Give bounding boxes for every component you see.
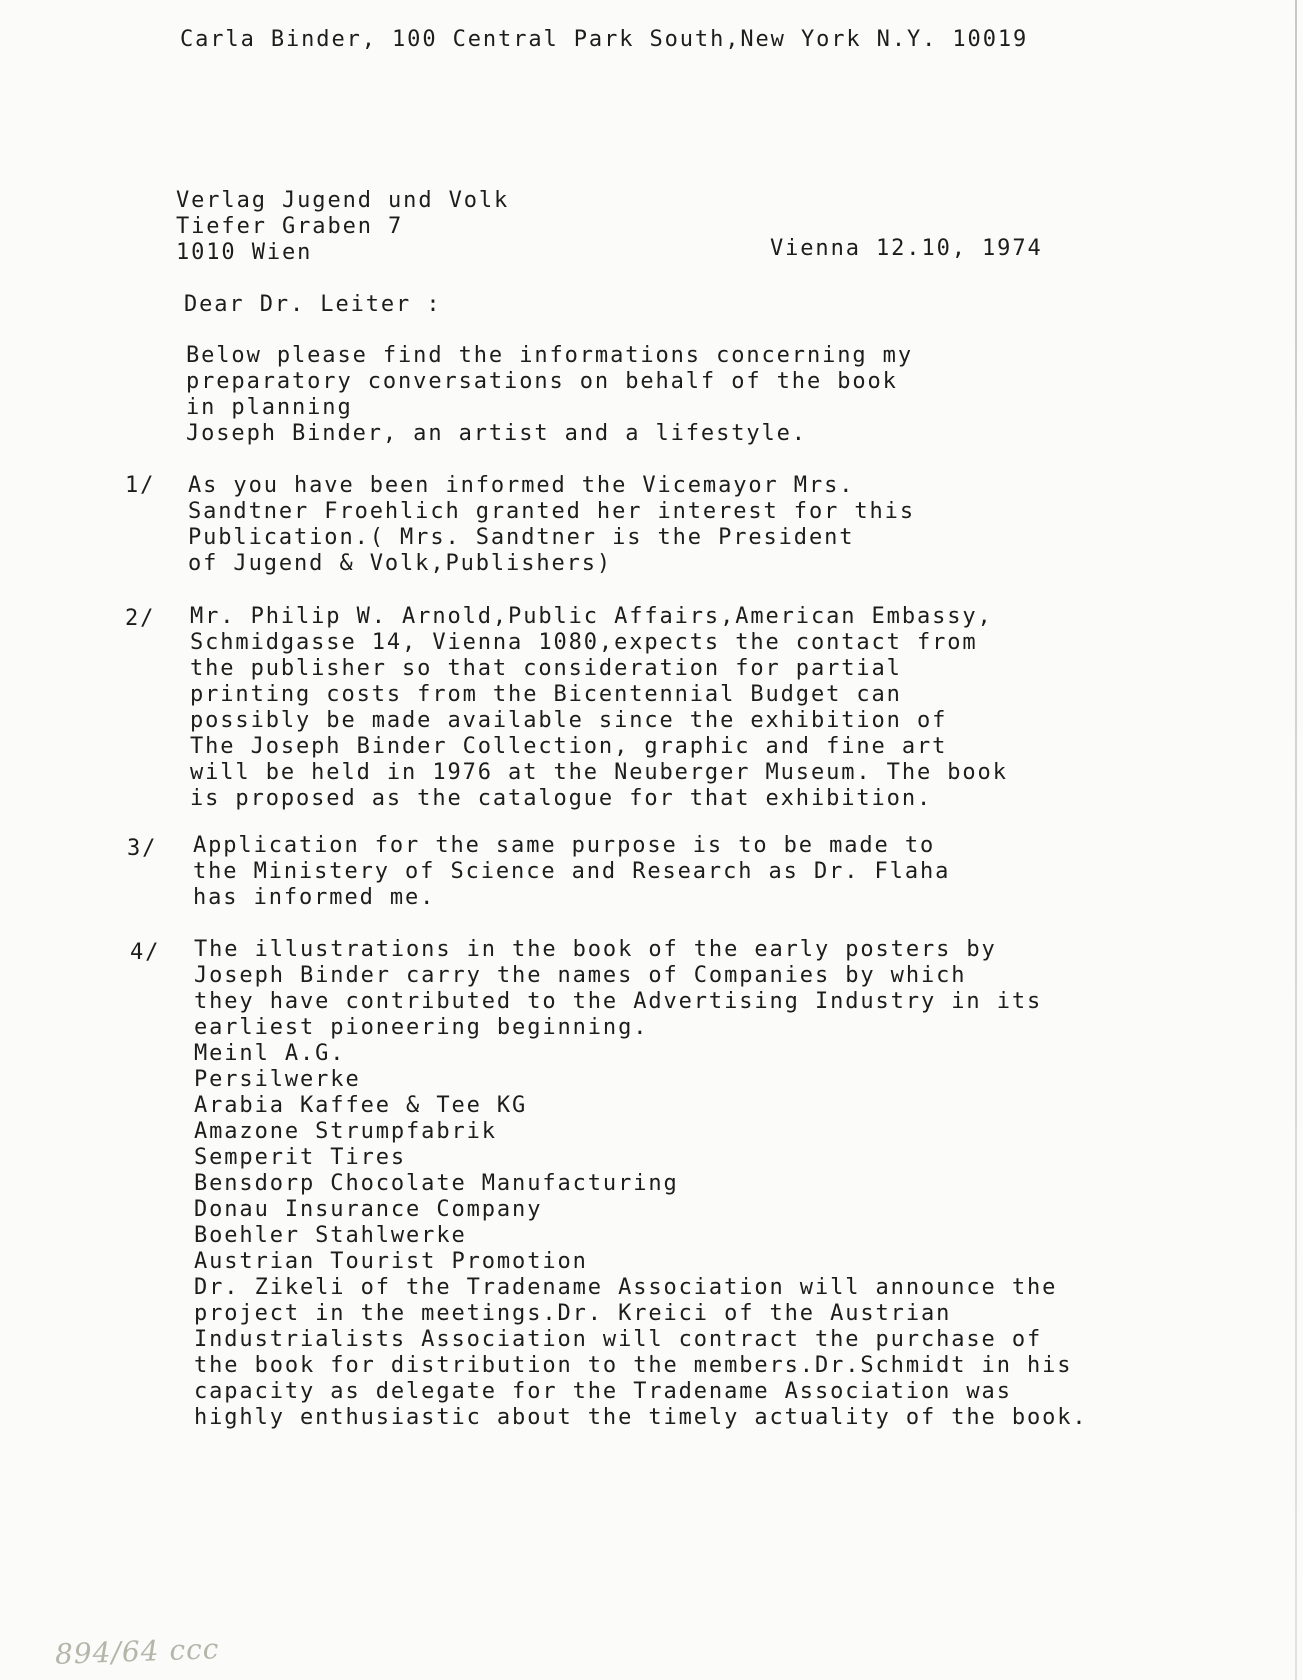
company-name: Boehler Stahlwerke <box>194 1223 467 1248</box>
point-line: is proposed as the catalogue for that exhibition. <box>190 786 933 811</box>
point-number: 2/ <box>125 606 156 631</box>
point-number: 1/ <box>125 473 156 498</box>
recipient-line: Tiefer Graben 7 <box>176 214 404 239</box>
company-name: Arabia Kaffee & Tee KG <box>194 1093 528 1118</box>
letterhead: Carla Binder, 100 Central Park South,New York N.Y. 10019 <box>180 27 1029 52</box>
point-line: the book for distribution to the members.Dr.Schmidt in his <box>194 1353 1073 1378</box>
point-line: Mr. Philip W. Arnold,Public Affairs,American Embassy, <box>190 604 993 629</box>
point-number: 4/ <box>130 940 161 965</box>
point-line: the publisher so that consideration for partial <box>190 656 902 681</box>
intro-line: in planning <box>186 395 353 420</box>
point-line: has informed me. <box>193 885 436 910</box>
page-edge-divider <box>1295 0 1297 1680</box>
intro-line: preparatory conversations on behalf of the book <box>186 369 898 394</box>
intro-paragraph <box>186 343 1266 447</box>
company-name: Persilwerke <box>194 1067 361 1092</box>
point-line: earliest pioneering beginning. <box>194 1015 649 1040</box>
point-line: Schmidgasse 14, Vienna 1080,expects the contact from <box>190 630 978 655</box>
point-3-paragraph <box>193 833 1273 911</box>
point-line: Joseph Binder carry the names of Companies by which <box>194 963 967 988</box>
recipient-line: 1010 Wien <box>176 240 313 265</box>
point-line: As you have been informed the Vicemayor Mrs. <box>188 473 855 498</box>
point-line: Application for the same purpose is to be made to <box>193 833 936 858</box>
salutation: Dear Dr. Leiter : <box>184 292 442 317</box>
company-name: Austrian Tourist Promotion <box>194 1249 588 1274</box>
company-name: Bensdorp Chocolate Manufacturing <box>194 1171 679 1196</box>
point-line: highly enthusiastic about the timely actuality of the book. <box>194 1405 1088 1430</box>
handwritten-archive-note: 894/64 ccc <box>54 1632 220 1671</box>
company-name: Semperit Tires <box>194 1145 407 1170</box>
point-2-paragraph <box>190 604 1280 812</box>
point-line: the Ministery of Science and Research as Dr. Flaha <box>193 859 951 884</box>
letter-date: Vienna 12.10, 1974 <box>770 236 1043 261</box>
company-name: Meinl A.G. <box>194 1041 346 1066</box>
company-name: Amazone Strumpfabrik <box>194 1119 497 1144</box>
point-number: 3/ <box>127 836 158 861</box>
point-line: Publication.( Mrs. Sandtner is the President <box>188 525 855 550</box>
point-line: of Jugend & Volk,Publishers) <box>188 551 613 576</box>
point-line: printing costs from the Bicentennial Budget can <box>190 682 902 707</box>
point-line: they have contributed to the Advertising Industry in its <box>194 989 1043 1014</box>
point-line: will be held in 1976 at the Neuberger Museum. The book <box>190 760 1008 785</box>
intro-line: Joseph Binder, an artist and a lifestyle. <box>186 421 807 446</box>
point-line: The Joseph Binder Collection, graphic and fine art <box>190 734 948 759</box>
point-line: possibly be made available since the exhibition of <box>190 708 948 733</box>
point-line: Industrialists Association will contract the purchase of <box>194 1327 1043 1352</box>
recipient-line: Verlag Jugend und Volk <box>176 188 510 213</box>
point-1-paragraph <box>188 473 1268 577</box>
point-line: Dr. Zikeli of the Tradename Association will announce the <box>194 1275 1058 1300</box>
point-line: Sandtner Froehlich granted her interest for this <box>188 499 915 524</box>
point-line: project in the meetings.Dr. Kreici of the Austrian <box>194 1301 952 1326</box>
point-line: The illustrations in the book of the early posters by <box>194 937 997 962</box>
company-name: Donau Insurance Company <box>194 1197 543 1222</box>
intro-line: Below please find the informations concerning my <box>186 343 913 368</box>
point-line: capacity as delegate for the Tradename Association was <box>194 1379 1012 1404</box>
point-4-paragraph <box>194 937 1284 1431</box>
